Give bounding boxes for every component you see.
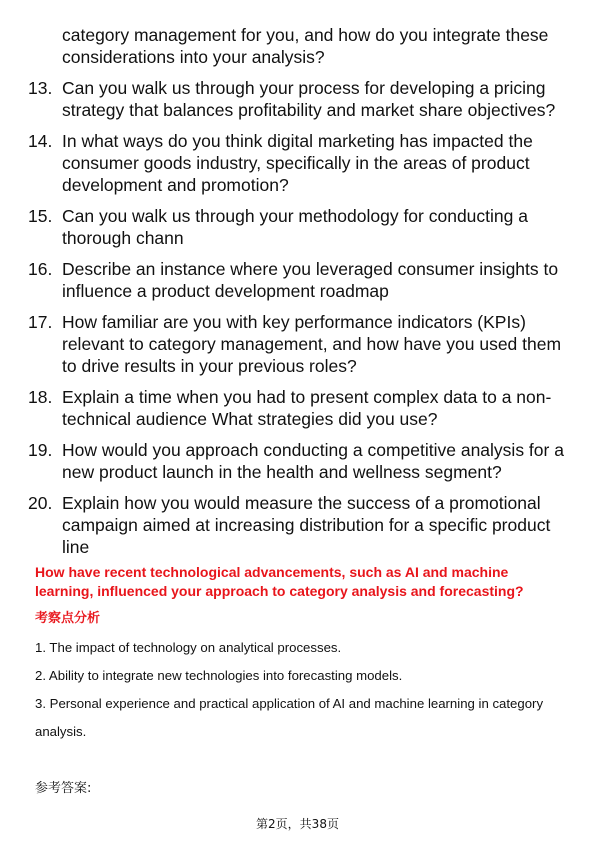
reference-answer-label: 参考答案:: [35, 781, 92, 796]
question-number: 15.: [28, 206, 53, 226]
analysis-item: 3. Personal experience and practical application of AI and machine learning in category analysis.: [35, 696, 544, 739]
question-number: 19.: [28, 440, 53, 460]
question-text: Can you walk us through your methodology for conducting a thorough chann: [62, 206, 528, 248]
question-item-20: [0, 492, 595, 558]
question-text: How familiar are you with key performance indicators (KPIs) relevant to category management, and how have you used them to drive results in your previous roles?: [62, 312, 562, 376]
question-text: Can you walk us through your process for developing a pricing strategy that balances profitability and market share objectives?: [62, 78, 556, 120]
question-number: 18.: [28, 387, 53, 407]
analysis-heading: 考察点分析: [35, 611, 101, 626]
question-text: Explain a time when you had to present complex data to a non-technical audience What strategies did you use?: [62, 387, 552, 429]
question-number: 13.: [28, 78, 53, 98]
question-number: 17.: [28, 312, 53, 332]
question-number: 20.: [28, 493, 53, 513]
analysis-list: [35, 634, 565, 746]
question-list: [0, 24, 595, 567]
question-text: category management for you, and how do you integrate these considerations into your analysis?: [62, 25, 549, 67]
question-item-14: [0, 130, 595, 196]
question-item-13: [0, 77, 595, 121]
question-item-16: [0, 258, 595, 302]
question-item-15: [0, 205, 595, 249]
question-item-18: [0, 386, 595, 430]
page-footer: 第2页，共38页: [256, 817, 339, 831]
question-text: Explain how you would measure the success of a promotional campaign aimed at increasing distribution for a specific product line: [62, 493, 551, 557]
analysis-item: 2. Ability to integrate new technologies into forecasting models.: [35, 668, 403, 683]
highlighted-question: How have recent technological advancements, such as AI and machine learning, influenced your approach to category analysis and forecasting?: [35, 564, 524, 599]
question-item-17: [0, 311, 595, 377]
question-item-19: [0, 439, 595, 483]
question-text: How would you approach conducting a competitive analysis for a new product launch in the health and wellness segment?: [62, 440, 564, 482]
question-item-12-continued: [0, 24, 595, 68]
analysis-item: 1. The impact of technology on analytical processes.: [35, 640, 342, 655]
question-text: Describe an instance where you leveraged consumer insights to influence a product development roadmap: [62, 259, 559, 301]
question-text: In what ways do you think digital marketing has impacted the consumer goods industry, specifically in the areas of product development and promotion?: [62, 131, 533, 195]
question-number: 14.: [28, 131, 53, 151]
question-number: 16.: [28, 259, 53, 279]
